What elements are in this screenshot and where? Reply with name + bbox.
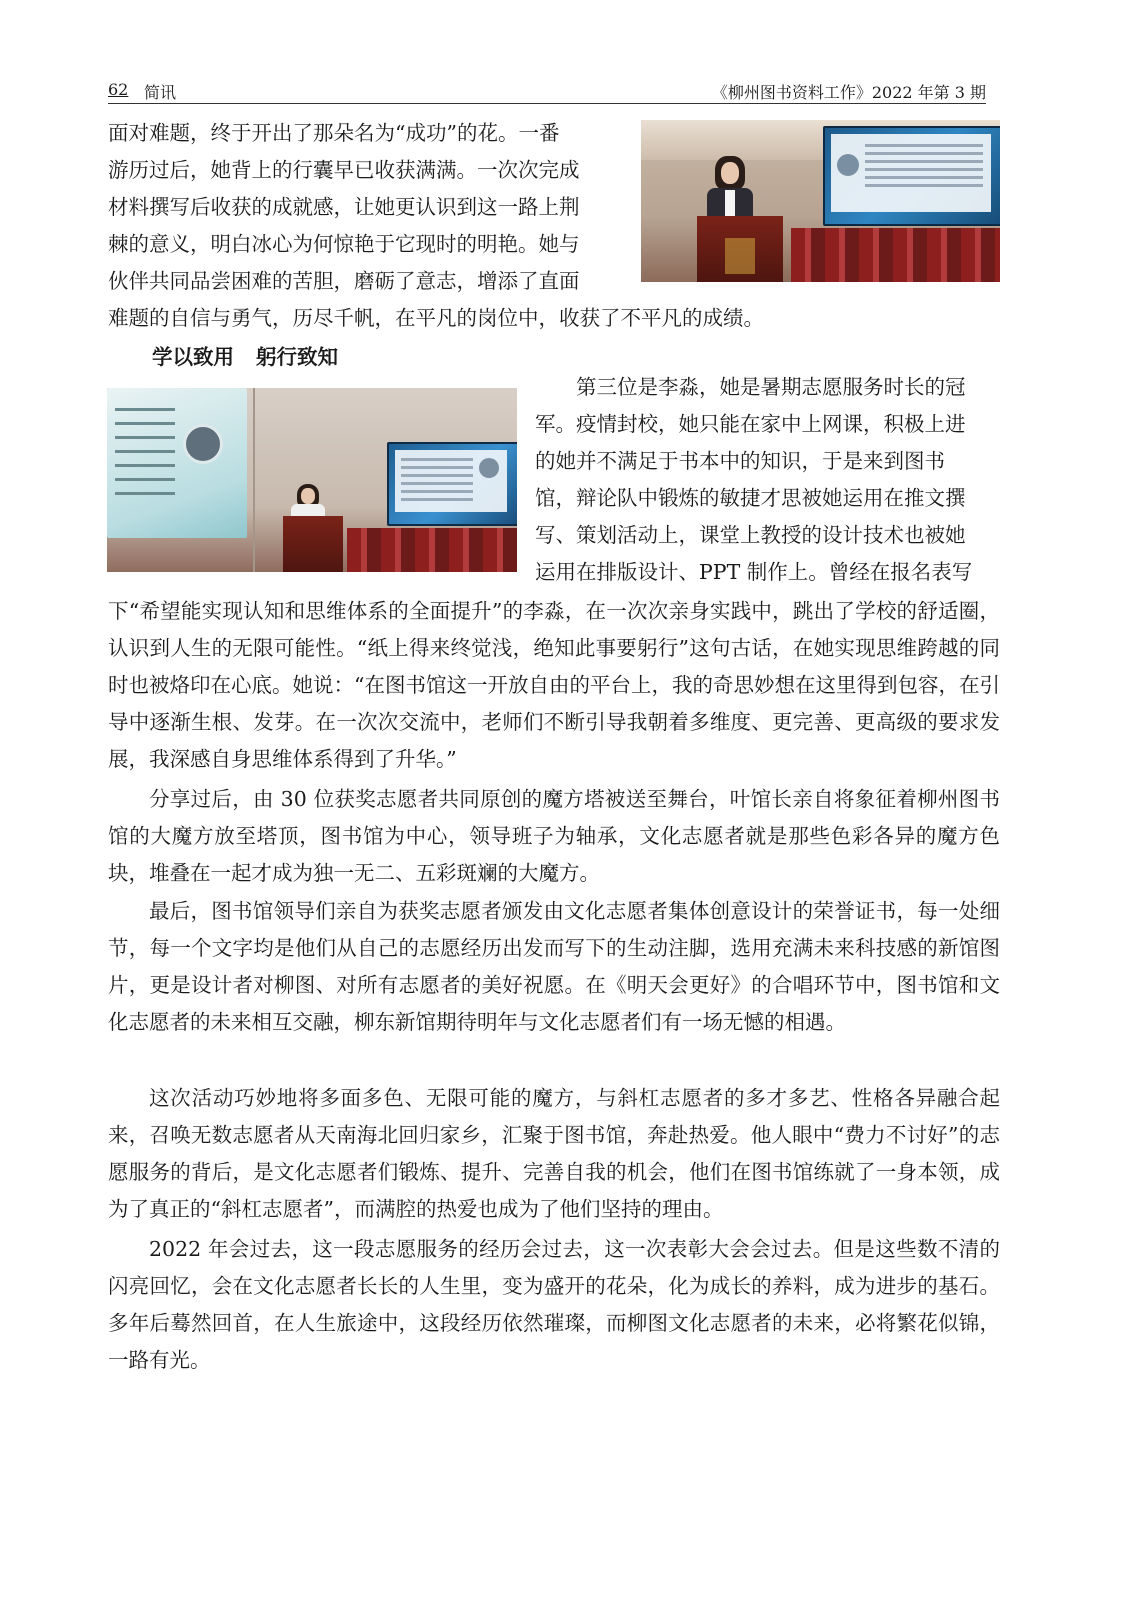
heading-part-1: 学以致用 — [152, 345, 234, 369]
text-line: 面对难题，终于开出了那朵名为“成功”的花。一番 — [108, 121, 560, 145]
section-label: 简讯 — [144, 83, 177, 102]
text-line: 运用在排版设计、PPT 制作上。曾经在报名表写 — [535, 560, 973, 584]
text-line: 馆，辩论队中锻炼的敏捷才思被她运用在推文撰 — [535, 486, 966, 510]
text-line: 第三位是李淼，她是暑期志愿服务时长的冠 — [576, 375, 966, 399]
heading-part-2: 躬行致知 — [256, 345, 338, 369]
paragraph-4: 最后，图书馆领导们亲自为获奖志愿者颁发由文化志愿者集体创意设计的荣誉证书，每一处细节，每一个文字均是他们从自己的志愿经历出发而写下的生动注脚，选用充满未来科技感的新馆图片，更是设计者对柳图、对所有志愿者的美好祝愿。在《明天会更好》的合唱环节中，图书馆和文化志愿者的未来相互交融，柳东新馆期待明年与文化志愿者们有一场无憾的相遇。 — [108, 899, 1000, 1034]
text-line: 材料撰写后收获的成就感，让她更认识到这一路上荆 — [108, 195, 580, 219]
paragraph-5: 这次活动巧妙地将多面多色、无限可能的魔方，与斜杠志愿者的多才多艺、性格各异融合起来，召唤无数志愿者从天南海北回归家乡，汇聚于图书馆，奔赴热爱。他人眼中“费力不讨好”的志愿服务的背后，是文化志愿者们锻炼、提升、完善自我的机会，他们在图书馆练就了一身本领，成为了真正的“斜杠志愿者”，而满腔的热爱也成为了他们坚持的理由。 — [108, 1086, 1000, 1221]
page-header — [108, 78, 986, 104]
text-line: 写、策划活动上，课堂上教授的设计技术也被她 — [535, 523, 966, 547]
text-line: 军。疫情封校，她只能在家中上网课，积极上进 — [535, 412, 966, 436]
paragraph-3: 分享过后，由 30 位获奖志愿者共同原创的魔方塔被送至舞台，叶馆长亲自将象征着柳州图书馆的大魔方放至塔顶，图书馆为中心，领导班子为轴承，文化志愿者就是那些色彩各异的魔方色块，堆叠在一起才成为独一无二、五彩斑斓的大魔方。 — [108, 787, 1000, 885]
journal-title: 《柳州图书资料工作》2022 年第 3 期 — [711, 83, 986, 102]
text-line: 棘的意义，明白冰心为何惊艳于它现时的明艳。她与 — [108, 232, 580, 256]
text-line: 伙伴共同品尝困难的苦胆，磨砺了意志，增添了直面 — [108, 269, 580, 293]
page-number: 62 — [108, 80, 129, 99]
section-heading — [152, 343, 338, 371]
photo-second-speaker — [107, 388, 517, 572]
photo-speaker-at-podium — [641, 120, 1000, 282]
paragraph-2-wrapped — [535, 369, 1000, 591]
text-line: 的她并不满足于书本中的知识，于是来到图书 — [535, 449, 945, 473]
text-line: 游历过后，她背上的行囊早已收获满满。一次次完成 — [108, 158, 580, 182]
paragraph-1-wrapped — [108, 115, 624, 300]
paragraph-6: 2022 年会过去，这一段志愿服务的经历会过去，这一次表彰大会会过去。但是这些数不清的闪亮回忆，会在文化志愿者长长的人生里，变为盛开的花朵，化为成长的养料，成为进步的基石。多年后蓦然回首，在人生旅途中，这段经历依然璀璨，而柳图文化志愿者的未来，必将繁花似锦，一路有光。 — [108, 1237, 1000, 1372]
paragraph-1-last-line: 难题的自信与勇气，历尽千帆，在平凡的岗位中，收获了不平凡的成绩。 — [108, 306, 764, 330]
paragraph-2-continued: 下“希望能实现认知和思维体系的全面提升”的李淼，在一次次亲身实践中，跳出了学校的舒适圈，认识到人生的无限可能性。“纸上得来终觉浅，绝知此事要躬行”这句古话，在她实现思维跨越的同时也被烙印在心底。她说：“在图书馆这一开放自由的平台上，我的奇思妙想在这里得到包容，在引导中逐渐生根、发芽。在一次次交流中，老师们不断引导我朝着多维度、更完善、更高级的要求发展，我深感自身思维体系得到了升华。” — [108, 599, 1000, 771]
